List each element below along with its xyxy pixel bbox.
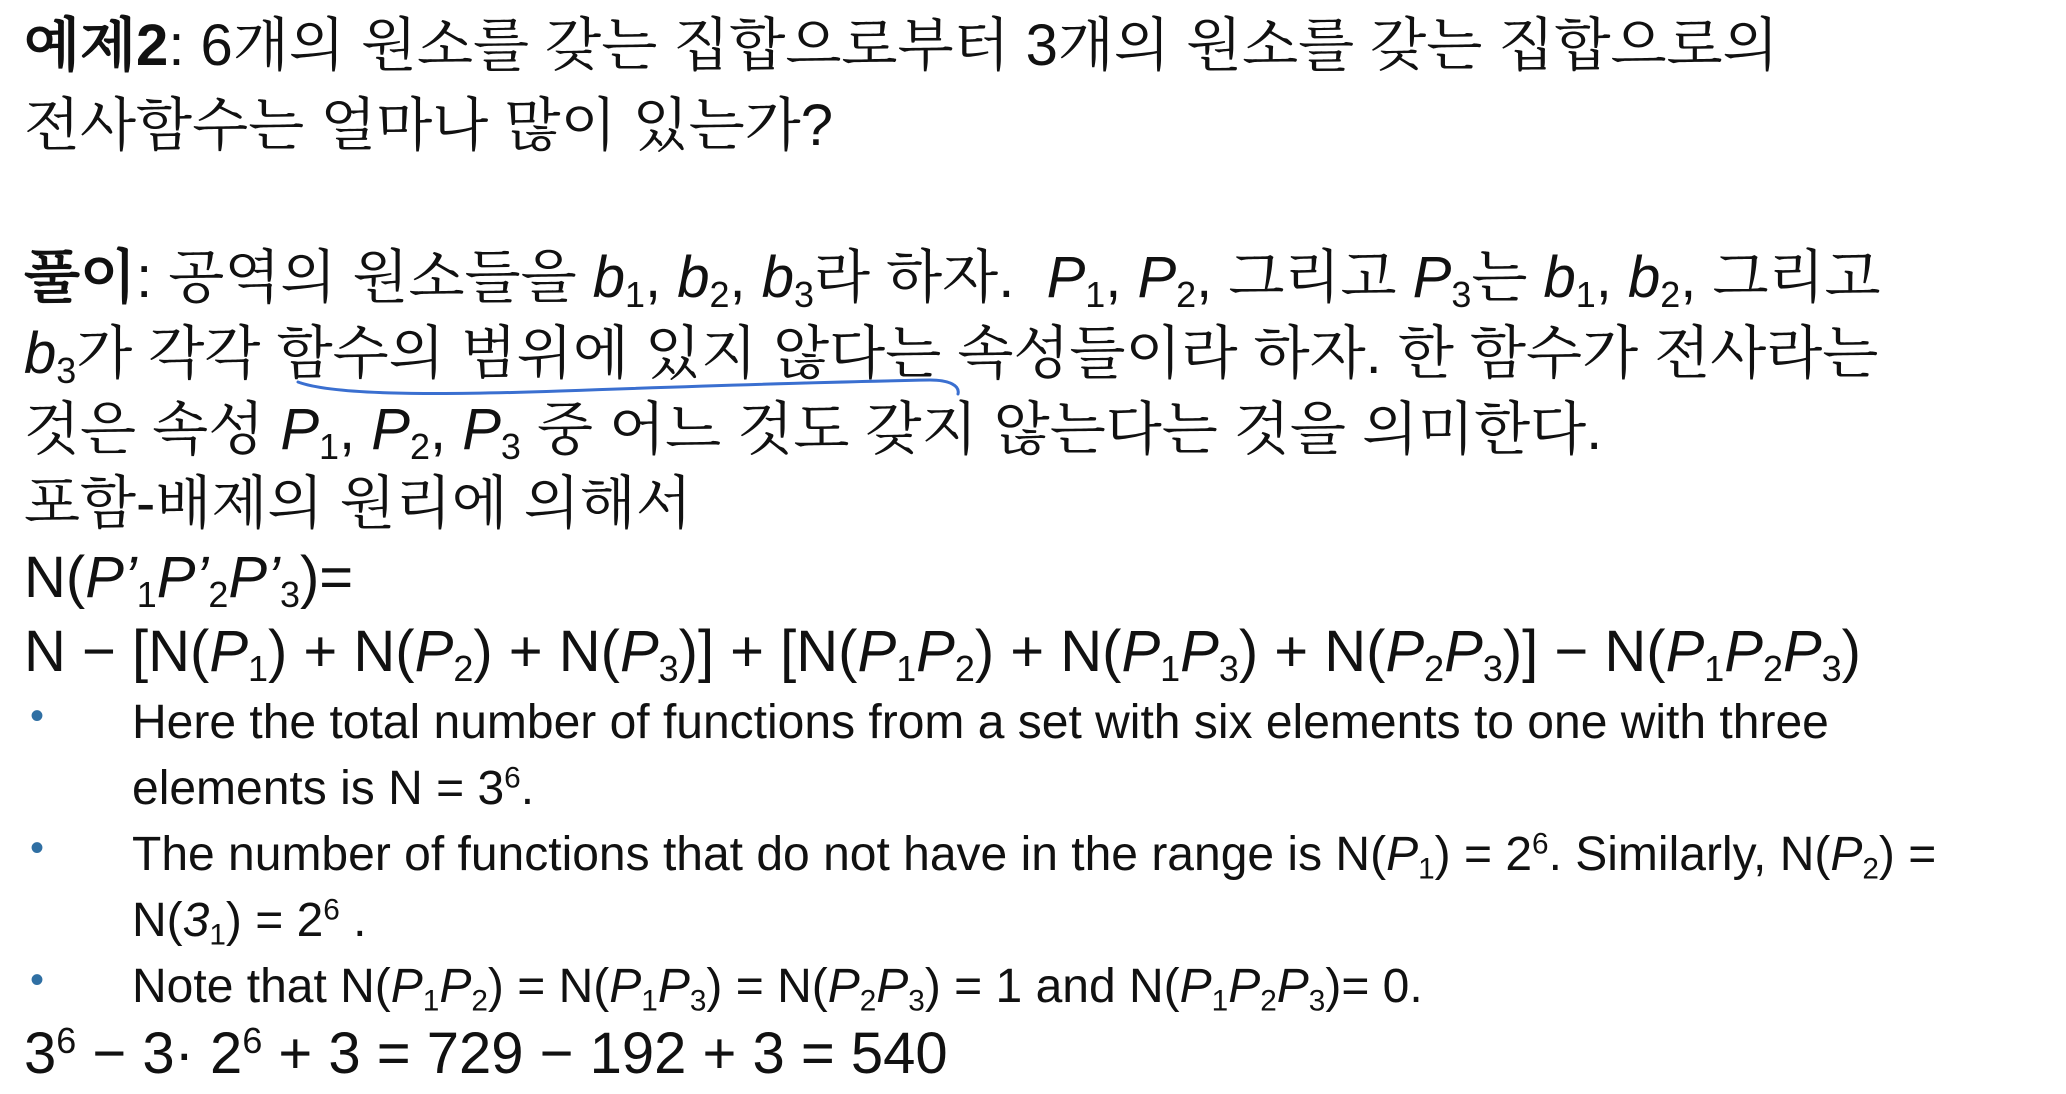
subscript: 1 [209, 918, 226, 952]
exponent: 6 [504, 761, 521, 795]
var-3: 3 [182, 894, 210, 947]
var-b: b [761, 245, 794, 310]
prime-mark: ’ [123, 545, 137, 610]
solution-line-2: $b_3$가 각각 함수의 범위에 있지 않다는 속성들이라 하자. 한 함수가 전사라는 [24, 321, 1879, 392]
exponent: 6 [1532, 827, 1549, 861]
bullet-3-line: Note that $N(P_1P_2) = N(P_1P_3) = N(P_2P_3) = 1$ and $N(P_1P_2P_3)= 0$. [132, 960, 1423, 1018]
final-rest-1: − 3· 2 [76, 1021, 243, 1086]
bullet-1-text: elements is N = 3 [132, 762, 505, 815]
example-line-2: 전사함수는 얼마나 많이 있는가? [24, 93, 833, 158]
bullet-1-line-1: Here the total number of functions from a set with six elements to one with three [132, 696, 1829, 749]
solution-text-3b: 중 어느 것도 갖지 않는다는 것을 의미한다. [537, 397, 1603, 462]
bullet-3-eq-d: )= 0. [1325, 960, 1423, 1013]
bullet-2-tail: . [339, 894, 367, 947]
solution-line-3: 것은 속성 $P_1$, $P_2$, $P_3$ 중 어느 것도 갖지 않는다는 것을 의미한다. [24, 397, 1603, 468]
bullet-2-text: The number of functions that do not have in the range is N( [132, 828, 1387, 881]
final-base: 3 [24, 1021, 57, 1086]
prime-mark: ’ [267, 545, 280, 610]
word-is: 는 [1471, 245, 1528, 310]
bullet-2-mid: ) = 2 [1434, 828, 1533, 881]
bullet-2-eq2: ) = 2 [225, 894, 324, 947]
bullet-2-similarly: . Similarly, N( [1548, 828, 1831, 881]
var-P: P [156, 545, 196, 610]
example-line-1 [24, 8, 1779, 84]
exponent: 6 [323, 893, 340, 927]
solution-mid: 라 하자. [814, 245, 1015, 310]
example-text-1: : 6개의 원소를 갖는 집합으로부터 3개의 원소를 갖는 집합으로의 [168, 13, 1779, 78]
solution-text-2: 가 각각 함수의 범위에 있지 않다는 속성들이라 하자. 한 함수가 전사라는 [76, 321, 1879, 386]
example-label: 예제2 [24, 13, 169, 78]
formula-rhs: $N - [N(P_1) + N(P_2) + N(P_3)] + [N(P_1P_2) + N(P_1P_3) + N(P_2P_3)] - N(P_1P_2P_3)$ [24, 619, 1861, 690]
var-b: b [592, 245, 625, 310]
var-P: P [1386, 828, 1419, 881]
exponent: 6 [56, 1020, 77, 1062]
var-P: P [1830, 828, 1863, 881]
var-P: P [1046, 245, 1086, 310]
var-b: b [1543, 245, 1576, 310]
var-P: P [228, 545, 268, 610]
word-and: 그리고 [1712, 245, 1881, 310]
bullet-3-text: Note that N( [132, 960, 391, 1013]
exponent: 6 [242, 1020, 263, 1062]
var-b: b [1627, 245, 1661, 310]
bullet-2-line-1: The number of functions that do not have in the range is $N(P_1) = 2^6$. Similarly, $N(P_2)$ = [132, 827, 1937, 886]
word-and: 그리고 [1228, 245, 1397, 310]
bullet-1-line-2 [132, 756, 534, 822]
prime-mark: ’ [195, 545, 209, 610]
bullet-3-eq-c: ) = 1 and N( [924, 960, 1180, 1013]
formula-lhs-open: N( [24, 545, 86, 610]
formula-lhs-close: )= [299, 545, 354, 610]
final-calculation [24, 1016, 948, 1092]
solution-text-1: : 공역의 원소들을 [136, 245, 577, 310]
solution-text-3a: 것은 속성 [24, 397, 265, 462]
bullet-1-period: . [520, 762, 535, 815]
bullet-dot: • [30, 826, 45, 870]
formula-lhs: $N(P’_1P’_2P’_3)=$ [24, 545, 354, 616]
var-b: b [677, 245, 710, 310]
bullet-2-line-2 [132, 888, 367, 954]
bullet-dot: • [30, 694, 45, 738]
var-P: P [280, 397, 320, 462]
final-rest-2: + 3 = 729 − 192 + 3 = 540 [262, 1021, 948, 1086]
bullet-2-n: N( [132, 894, 183, 947]
var-P: P [462, 397, 501, 462]
solution-line-1: 풀이: 공역의 원소들을 $b_1$, $b_2$, $b_3$라 하자. $P_1$, $P_2$, 그리고 $P_3$는 $b_1$, $b_2$, 그리고 [24, 245, 1881, 316]
var-b: b [24, 321, 57, 386]
solution-line-4: 포함-배제의 원리에 의해서 [24, 471, 692, 536]
var-P: P [1412, 245, 1452, 310]
bullet-3-eq-a: ) = N( [487, 960, 610, 1013]
bullet-dot: • [30, 958, 45, 1002]
bullet-2-eq: ) = [1878, 828, 1937, 881]
var-P: P [1137, 245, 1177, 310]
bullet-3-eq-b: ) = N( [706, 960, 828, 1013]
solution-label: 풀이 [24, 245, 137, 310]
var-P: P [371, 397, 410, 462]
var-P: P [85, 545, 124, 610]
